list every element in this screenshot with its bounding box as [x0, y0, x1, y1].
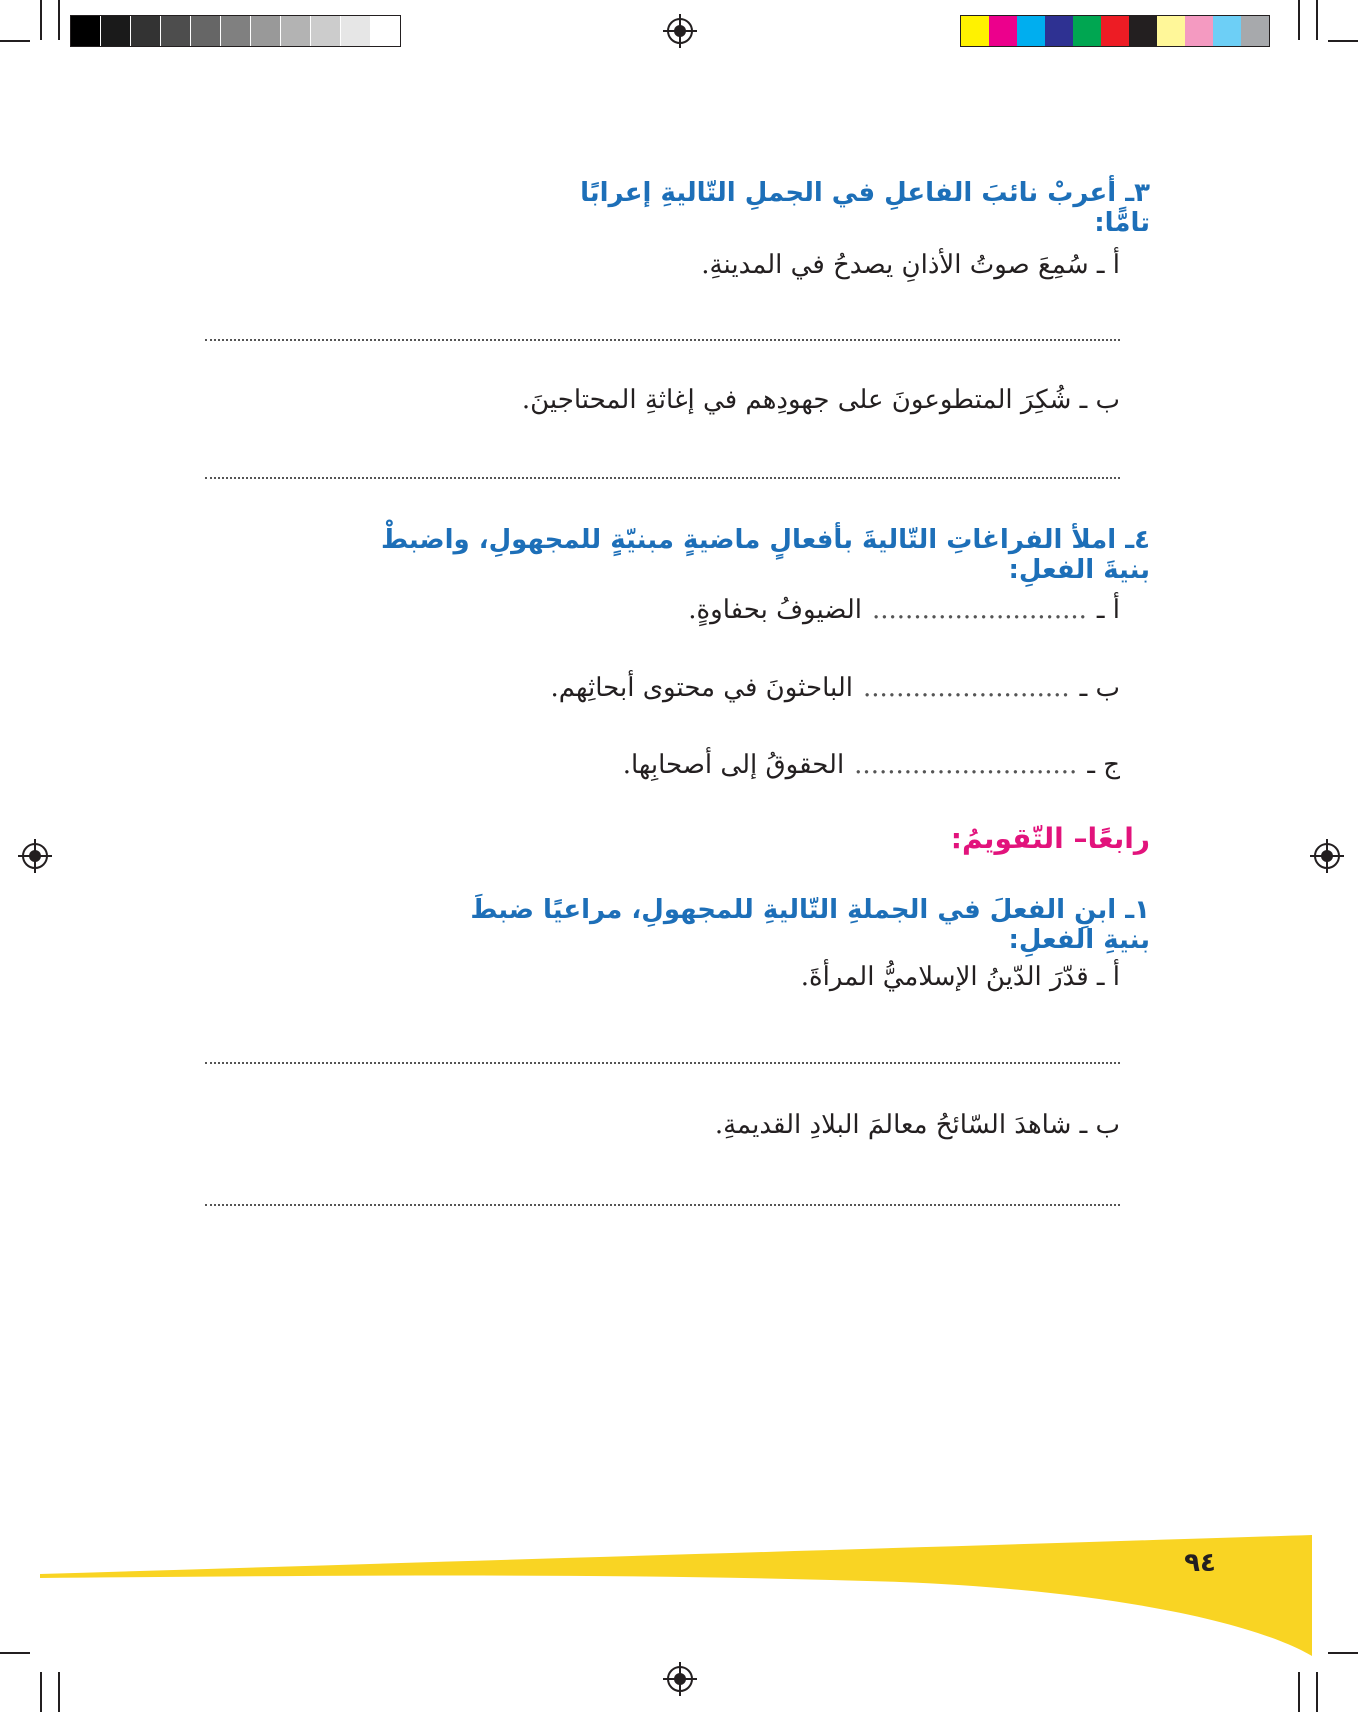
crop-mark	[1298, 1672, 1300, 1712]
gray-swatch	[71, 16, 101, 46]
crop-mark	[40, 0, 42, 40]
gray-swatch	[131, 16, 161, 46]
color-swatch	[1241, 16, 1269, 46]
fill-blank: .........................	[863, 673, 1070, 703]
exercise-3-title: ٣ـ أعربْ نائبَ الفاعلِ في الجملِ التّاليةِ إعرابًا تامًّا:	[580, 178, 1150, 238]
exercise-1-item-a: أ ـ قدّرَ الدّينُ الإسلاميُّ المرأةَ.	[800, 962, 1120, 992]
item-text: الضيوفُ بحفاوةٍ.	[688, 595, 862, 625]
exercise-4-item-a	[500, 595, 1120, 625]
color-swatch	[1129, 16, 1157, 46]
color-swatch	[989, 16, 1017, 46]
answer-line	[205, 477, 1120, 479]
exercise-3-item-a: أ ـ سُمِعَ صوتُ الأذانِ يصدحُ في المدينةِ.	[701, 250, 1120, 280]
item-text: الباحثونَ في محتوى أبحاثِهم.	[550, 673, 854, 703]
answer-line	[205, 1204, 1120, 1206]
color-swatch	[1157, 16, 1185, 46]
crop-mark	[0, 40, 30, 42]
color-swatch	[961, 16, 989, 46]
gray-swatch	[161, 16, 191, 46]
gray-swatch	[371, 16, 400, 46]
gray-swatch	[221, 16, 251, 46]
crop-mark	[58, 1672, 60, 1712]
gray-swatch	[281, 16, 311, 46]
gray-swatch	[341, 16, 371, 46]
color-swatch	[1045, 16, 1073, 46]
exercise-4-title: ٤ـ املأ الفراغاتِ التّاليةَ بأفعالٍ ماضيةٍ مبنيّةٍ للمجهولِ، واضبطْ بنيةَ الفعلِ:	[381, 525, 1150, 585]
crop-mark	[1316, 0, 1318, 40]
registration-mark-icon	[1314, 843, 1340, 869]
page-number: ٩٤	[1184, 1548, 1216, 1578]
exercise-4-item-c	[440, 750, 1120, 780]
color-swatch	[1073, 16, 1101, 46]
gray-swatch	[191, 16, 221, 46]
answer-line	[205, 1062, 1120, 1064]
item-prefix: ب ـ	[1079, 673, 1120, 703]
gray-swatch	[311, 16, 341, 46]
registration-mark-icon	[22, 843, 48, 869]
fill-blank: ..........................	[872, 595, 1087, 625]
footer-swoosh-decoration	[0, 1520, 1358, 1660]
exercise-3-item-b: ب ـ شُكِرَ المتطوعونَ على جهودِهم في إغاثةِ المحتاجينَ.	[521, 385, 1120, 415]
section-4-title: رابعًا– التّقويمُ:	[950, 822, 1150, 855]
color-calibration-bar	[960, 15, 1270, 47]
color-swatch	[1213, 16, 1241, 46]
item-text: الحقوقُ إلى أصحابِها.	[622, 750, 845, 780]
crop-mark	[1316, 1672, 1318, 1712]
fill-blank: ...........................	[854, 750, 1078, 780]
crop-mark	[40, 1672, 42, 1712]
gray-swatch	[251, 16, 281, 46]
registration-mark-icon	[667, 18, 693, 44]
crop-mark	[1298, 0, 1300, 40]
gray-swatch	[101, 16, 131, 46]
color-swatch	[1017, 16, 1045, 46]
registration-mark-icon	[667, 1666, 693, 1692]
color-swatch	[1185, 16, 1213, 46]
crop-mark	[1328, 40, 1358, 42]
answer-line	[205, 339, 1120, 341]
color-swatch	[1101, 16, 1129, 46]
exercise-4-item-b	[380, 673, 1120, 703]
exercise-1-title: ١ـ ابنِ الفعلَ في الجملةِ التّاليةِ للمجهولِ، مراعيًا ضبطَ بنيةِ الفعلِ:	[470, 895, 1150, 955]
item-prefix: أ ـ	[1096, 595, 1120, 625]
exercise-1-item-b: ب ـ شاهدَ السّائحُ معالمَ البلادِ القديمةِ.	[714, 1110, 1120, 1140]
grayscale-calibration-bar	[70, 15, 401, 47]
item-prefix: ج ـ	[1087, 750, 1120, 780]
crop-mark	[58, 0, 60, 40]
